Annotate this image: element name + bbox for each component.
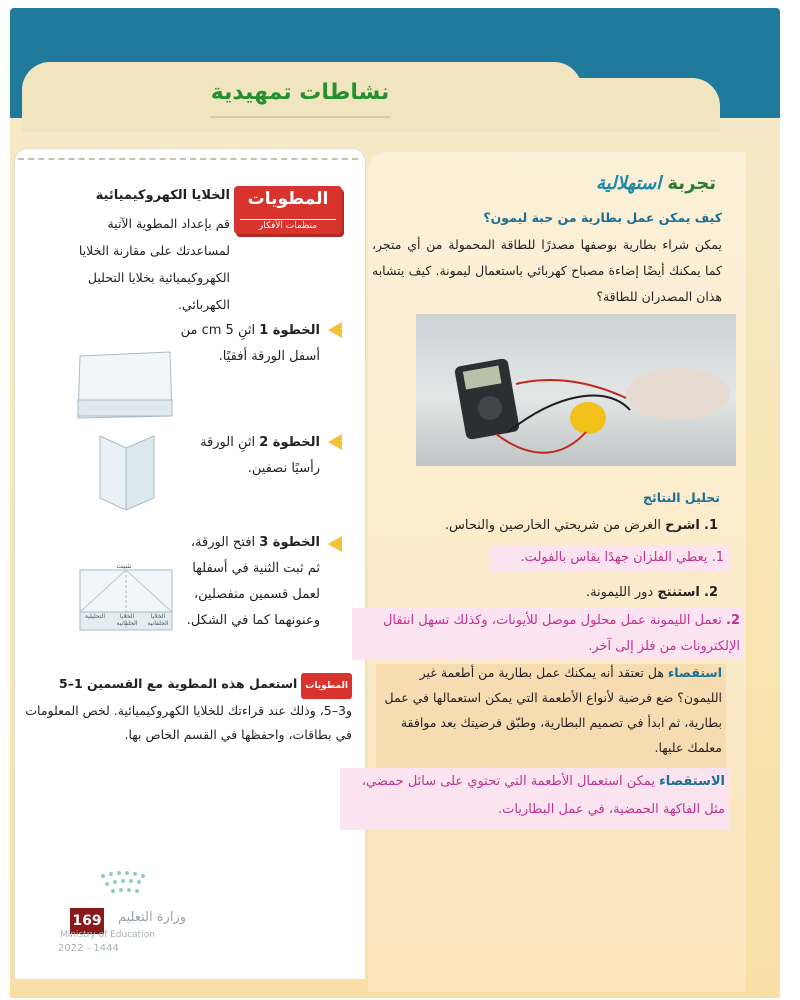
- foldables-badge: [234, 186, 342, 234]
- item2-text: دور الليمونة.: [585, 585, 654, 600]
- inquiry-label: استقصاء: [667, 665, 722, 680]
- foldables-use-block: [22, 672, 352, 747]
- answer2-text: تعمل الليمونة عمل محلول موصل للأيونات، وكذلك تسهل انتقال الإلكترونات من فلز إلى آخر.: [382, 613, 740, 654]
- ministry-name: وزارة التعليم: [117, 910, 186, 925]
- ministry-name-en: Ministry of Education: [60, 930, 155, 940]
- diagram-label-staple: تثبيت: [116, 562, 132, 570]
- lab-body: يمكن شراء بطارية بوصفها مصدرًا للطاقة المحمولة من أي متجر، كما يمكنك أيضًا إضاءة مصباح كهربائي باستعمال ليمونة. كيف يتشابه هذان المصدران للطاقة؟: [372, 237, 722, 304]
- foldables-use-text: و3–5، وذلك عند قراءتك للخلايا الكهروكيميائية. لخص المعلومات في بطاقات، واحفظها في القسم الخاص بها.: [25, 703, 352, 742]
- lab-title: [566, 173, 716, 194]
- lab-title-word2: استهلالية: [595, 173, 662, 194]
- step1-marker-icon: [328, 322, 342, 338]
- item1-number: 1.: [704, 518, 718, 533]
- lemon-battery-illustration: [416, 314, 736, 466]
- step2-text: [175, 430, 320, 482]
- answer2-number: 2.: [726, 613, 740, 628]
- foldables-mini-badge: المطويات: [301, 673, 352, 699]
- diagram-label-left: التحليلية: [85, 613, 105, 620]
- inquiry-answer-label: الاستقصاء: [659, 774, 725, 789]
- item2-verb: استنتج: [657, 585, 700, 600]
- step2-label: الخطوة 2: [259, 435, 320, 450]
- foldables-badge-title: المطويات: [247, 189, 329, 209]
- item1-text: الغرض من شريحتي الخارصين والنحاس.: [444, 518, 662, 533]
- inquiry-answer-text: يمكن استعمال الأطعمة التي تحتوي على سائل حمضي، مثل الفاكهة الحمضية، في عمل البطاريات.: [361, 774, 725, 817]
- analysis-item-2: [520, 582, 718, 604]
- ministry-year: 2022 - 1444: [58, 943, 119, 954]
- diagram-label-right: الخلايا الجلفانية: [147, 613, 169, 627]
- item1-verb: اشرح: [665, 518, 700, 533]
- page-title: نشاطات تمهيدية: [190, 80, 410, 116]
- foldables-heading: الخلايا الكهروكيميائية: [95, 188, 230, 203]
- step2-marker-icon: [328, 434, 342, 450]
- step1-instruction: اثنِ 5 cm من أسفل الورقة أفقيًا.: [180, 323, 320, 364]
- answer-2: [352, 608, 744, 660]
- lemon-battery-photo: [416, 314, 736, 466]
- item2-number: 2.: [704, 585, 718, 600]
- analysis-item-1: [430, 515, 718, 537]
- answer1-number: 1.: [711, 550, 724, 565]
- lab-question: كيف يمكن عمل بطارية من حبة ليمون؟: [483, 210, 722, 225]
- diagram-label-middle: الخلايا الجلفانية: [116, 613, 138, 627]
- step1-paper-illustration: [74, 350, 174, 420]
- step3-label: الخطوة 3: [259, 535, 320, 550]
- step1-label: الخطوة 1: [259, 323, 320, 338]
- analysis-heading: تحليل النتائج: [643, 490, 720, 505]
- step3-text: [175, 530, 320, 634]
- inquiry-body: هل تعتقد أنه يمكنك عمل بطارية من أطعمة غير الليمون؟ ضع فرضية لأنواع الأطعمة التي يمكن استعمالها في عمل بطارية، ثم ابدأ في تصميم البطارية، وطبّق فرضيتك بعد موافقة معلمك عليها.: [384, 665, 722, 755]
- answer1-text: يعطي الفلزان جهدًا يقاس بالفولت.: [520, 550, 708, 565]
- step2-paper-illustration: [92, 432, 162, 512]
- inquiry-answer: [345, 768, 725, 824]
- step2-instruction: اثنِ الورقة رأسيًا نصفين.: [200, 435, 320, 476]
- foldables-use-heading: استعمل هذه المطوية مع القسمين 1–5: [58, 676, 298, 691]
- dashed-divider: [18, 158, 358, 160]
- inquiry-text: [384, 660, 722, 760]
- step3-marker-icon: [328, 536, 342, 552]
- ministry-logo-icon: [95, 868, 155, 904]
- foldables-intro: قم بإعداد المطوية الآتية لمساعدتك على مقارنة الخلايا الكهروكيميائية بخلايا التحليل الكهربائي.: [78, 216, 230, 312]
- lab-title-word1: تجربة: [667, 173, 716, 194]
- step3-instruction: افتح الورقة، ثم ثبت الثنية في أسفلها لعمل قسمين منفصلين، وعنونهما كما في الشكل.: [186, 535, 320, 628]
- page-number: 169: [70, 908, 104, 934]
- foldables-badge-subtitle: منظمات الأفكار: [240, 219, 336, 231]
- answer-1: [490, 545, 730, 571]
- step1-text: [175, 318, 320, 370]
- folder-tab-extension: [560, 78, 720, 132]
